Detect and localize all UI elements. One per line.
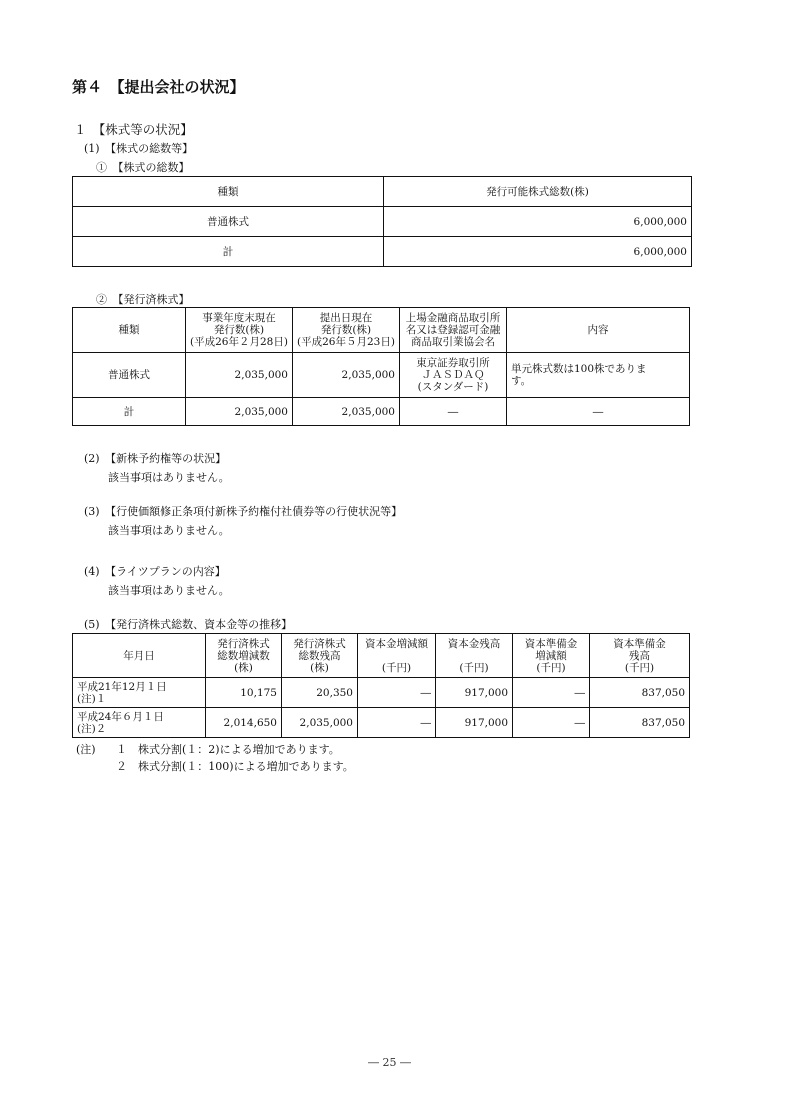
cell-reserve-balance: 837,050 — [590, 678, 690, 708]
note-number: １ — [116, 743, 127, 756]
table-header-row — [73, 308, 690, 353]
table-row-total — [73, 398, 690, 426]
header-capital-change — [358, 634, 436, 678]
header-fy-end-shares — [186, 308, 293, 353]
cell-exchange — [400, 353, 507, 398]
table-row — [73, 678, 690, 708]
cell-content: ― — [507, 398, 690, 426]
no-applicable-items-text: 該当事項はありません。 — [108, 471, 230, 484]
page-title: 第４ 【提出会社の状況】 — [72, 78, 245, 96]
header-line: 残高 — [629, 649, 650, 662]
total-shares-table — [72, 176, 692, 267]
notes-label: (注) — [76, 743, 96, 756]
cell-line: (注)１ — [77, 692, 107, 705]
header-line: 発行済株式 — [217, 637, 270, 650]
subsection-heading-exercise-status: (3) 【行使価額修正条項付新株予約権付社債券等の行使状況等】 — [84, 505, 403, 518]
no-applicable-items-text: 該当事項はありません。 — [108, 584, 230, 597]
header-line: (千円) — [459, 661, 489, 674]
cell-shares-change: 2,014,650 — [206, 708, 282, 738]
cell-reserve-change: ― — [513, 678, 590, 708]
table-header-row — [73, 634, 690, 678]
header-filing-date-shares — [293, 308, 400, 353]
header-line: 発行済株式 — [293, 637, 346, 650]
cell-capital-balance: 917,000 — [436, 708, 513, 738]
subsection-heading-capital-changes: (5) 【発行済株式総数、資本金等の推移】 — [84, 618, 293, 631]
header-line: 商品取引業協会名 — [411, 336, 495, 348]
cell-line: 東京証券取引所 — [416, 357, 490, 369]
cell-capital-change: ― — [358, 708, 436, 738]
subsection-heading-total-shares: (1) 【株式の総数等】 — [84, 142, 194, 155]
issued-shares-table — [72, 307, 690, 426]
table-row — [73, 207, 692, 237]
subsection-heading-stock-acquisition-rights: (2) 【新株予約権等の状況】 — [84, 452, 227, 465]
cell-capital-balance: 917,000 — [436, 678, 513, 708]
no-applicable-items-text: 該当事項はありません。 — [108, 524, 230, 537]
cell-exchange: ― — [400, 398, 507, 426]
cell-type: 普通株式 — [73, 207, 384, 237]
page-number: ― 25 ― — [368, 1056, 411, 1069]
header-line: (株) — [234, 661, 253, 674]
header-date: 年月日 — [73, 634, 206, 678]
cell-date — [73, 708, 206, 738]
header-line: (株) — [310, 661, 329, 674]
header-line: 名又は登録認可金融 — [405, 324, 501, 336]
cell-shares-balance: 2,035,000 — [282, 708, 358, 738]
cell-line: (スタンダード) — [417, 381, 489, 393]
note-text: 株式分割(１：2)による増加であります。 — [138, 743, 340, 756]
cell-line: ＪＡＳＤＡＱ — [421, 369, 485, 381]
table-row — [73, 353, 690, 398]
header-line: 資本準備金 — [613, 637, 666, 650]
header-line: 増減額 — [535, 649, 567, 662]
header-line: 上場金融商品取引所 — [405, 312, 501, 324]
cell-reserve-balance: 837,050 — [590, 708, 690, 738]
header-line: 資本金残高 — [447, 637, 501, 650]
cell-fy-end-shares: 2,035,000 — [186, 353, 293, 398]
cell-type: 普通株式 — [73, 353, 186, 398]
cell-reserve-change: ― — [513, 708, 590, 738]
header-shares-balance — [282, 634, 358, 678]
capital-changes-table — [72, 633, 690, 738]
header-line: 提出日現在 — [319, 312, 373, 324]
header-type: 種類 — [73, 308, 186, 353]
header-authorized-shares: 発行可能株式総数(株) — [384, 177, 692, 207]
table-row-total — [73, 237, 692, 267]
cell-line: 平成24年６月１日 — [77, 710, 164, 723]
cell-date — [73, 678, 206, 708]
header-reserve-balance — [590, 634, 690, 678]
header-line: (千円) — [624, 661, 655, 674]
part-heading-total-shares: ① 【株式の総数】 — [96, 161, 190, 174]
cell-filing-date-shares: 2,035,000 — [293, 398, 400, 426]
cell-line: 単元株式数は100株でありま — [511, 363, 647, 375]
header-reserve-change — [513, 634, 590, 678]
header-line: 総数増減数 — [217, 649, 270, 662]
cell-capital-change: ― — [358, 678, 436, 708]
cell-authorized-shares: 6,000,000 — [384, 207, 692, 237]
note-number: ２ — [116, 760, 127, 773]
table-row — [73, 708, 690, 738]
header-line: 発行数(株) — [213, 324, 265, 336]
section-heading-stock-status: １ 【株式等の状況】 — [74, 122, 193, 137]
header-line: 資本準備金 — [524, 637, 578, 650]
header-line: 事業年度末現在 — [202, 312, 276, 324]
header-line: 発行数(株) — [320, 324, 372, 336]
part-heading-issued-shares: ② 【発行済株式】 — [96, 293, 190, 306]
cell-type: 計 — [73, 237, 384, 267]
header-line: (千円) — [381, 661, 412, 674]
cell-content — [507, 353, 690, 398]
subsection-heading-rights-plan: (4) 【ライツプランの内容】 — [84, 565, 226, 578]
header-line: 資本金増減額 — [365, 637, 428, 650]
header-line: (千円) — [536, 661, 566, 674]
header-line: (平成26年５月23日) — [297, 336, 395, 348]
header-content: 内容 — [507, 308, 690, 353]
cell-filing-date-shares: 2,035,000 — [293, 353, 400, 398]
table-header-row — [73, 177, 692, 207]
header-type: 種類 — [73, 177, 384, 207]
cell-shares-change: 10,175 — [206, 678, 282, 708]
header-capital-balance — [436, 634, 513, 678]
cell-fy-end-shares: 2,035,000 — [186, 398, 293, 426]
cell-line: (注)２ — [77, 722, 107, 735]
cell-line: す。 — [511, 375, 532, 387]
header-exchange — [400, 308, 507, 353]
cell-type: 計 — [73, 398, 186, 426]
header-line: 総数残高 — [298, 649, 341, 662]
header-line: (平成26年２月28日) — [190, 336, 288, 348]
note-text: 株式分割(１：100)による増加であります。 — [138, 760, 354, 773]
header-shares-change — [206, 634, 282, 678]
cell-authorized-shares: 6,000,000 — [384, 237, 692, 267]
cell-shares-balance: 20,350 — [282, 678, 358, 708]
cell-line: 平成21年12月１日 — [77, 680, 167, 693]
